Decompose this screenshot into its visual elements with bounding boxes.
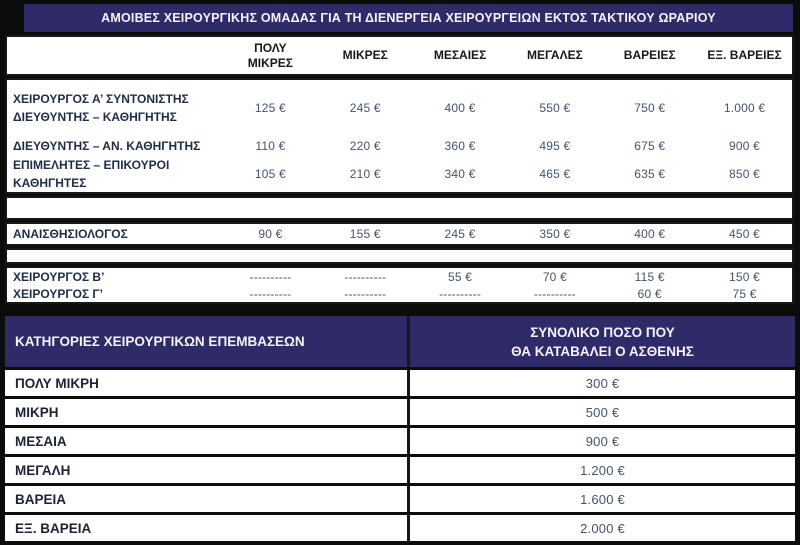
totals-header-amount xyxy=(410,316,795,367)
category-label: ΠΟΛΥ ΜΙΚΡΗ xyxy=(5,370,410,396)
amount-value: 900 € xyxy=(585,433,620,449)
column-header-label: ΒΑΡΕΙΕΣ xyxy=(623,48,676,62)
fee-value: 115 € xyxy=(634,269,665,284)
row-label: ΧΕΙΡΟΥΡΓΟΣ Γ’ xyxy=(13,286,103,301)
fee-value: 350 € xyxy=(539,227,571,241)
fee-value: 400 € xyxy=(444,100,476,115)
row-label: ΧΕΙΡΟΥΡΓΟΣ Β’ xyxy=(13,269,105,284)
fees-surgeon-a-block xyxy=(5,78,794,194)
table-row xyxy=(7,224,792,244)
amount-value: 500 € xyxy=(585,404,620,420)
fee-value: ---------- xyxy=(344,269,387,284)
fee-value: ---------- xyxy=(249,269,292,284)
fee-value: 750 € xyxy=(634,100,666,115)
fee-value: 110 € xyxy=(255,138,286,153)
category-label: ΜΙΚΡΗ xyxy=(5,399,410,425)
table-row xyxy=(5,370,795,396)
table-row xyxy=(5,428,795,454)
table-row xyxy=(7,156,792,193)
column-header-label: ΜΕΓΑΛΕΣ xyxy=(527,48,583,62)
fee-value: 495 € xyxy=(539,138,571,153)
category-label: ΜΕΣΑΙΑ xyxy=(5,428,410,454)
column-header-label: ΜΙΚΡΕΣ xyxy=(342,48,388,62)
fee-value: 150 € xyxy=(729,269,761,284)
table-row xyxy=(5,486,795,512)
fee-value: 90 € xyxy=(258,227,283,241)
fee-value: 400 € xyxy=(634,227,666,241)
fee-value: 245 € xyxy=(444,227,476,241)
fees-anesthesiologist-block xyxy=(5,222,794,246)
table-row xyxy=(7,80,792,136)
fee-value: 55 € xyxy=(447,269,473,284)
totals-header-amount-line1: ΣΥΝΟΛΙΚΟ ΠΟΣΟ ΠΟΥ xyxy=(530,324,675,340)
row-label: ΑΝΑΙΣΘΗΣΙΟΛΟΓΟΣ xyxy=(13,227,128,241)
column-header-bareies xyxy=(602,48,697,63)
column-header-megales xyxy=(507,48,602,63)
fees-table-header-row xyxy=(5,35,794,76)
fees-surgeons-bc-block xyxy=(5,266,794,304)
fee-value: ---------- xyxy=(344,286,387,301)
amount-value: 300 € xyxy=(585,375,620,391)
totals-table xyxy=(0,304,800,545)
fee-value: ---------- xyxy=(439,286,482,301)
fee-value: 450 € xyxy=(729,227,761,241)
totals-header-amount-line2: ΘΑ ΚΑΤΑΒΑΛΕΙ Ο ΑΣΘΕΝΗΣ xyxy=(511,343,694,359)
category-label: ΒΑΡΕΙΑ xyxy=(5,486,410,512)
fee-value: ---------- xyxy=(249,286,292,301)
empty-spacer-row xyxy=(5,248,794,264)
fee-value: 360 € xyxy=(444,138,476,153)
fee-value: 245 € xyxy=(349,100,381,115)
fee-value: 900 € xyxy=(729,138,761,153)
fee-value: 340 € xyxy=(444,167,476,181)
fee-value: 125 € xyxy=(254,100,286,115)
table-row xyxy=(5,457,795,483)
column-header-mikres xyxy=(318,48,413,63)
row-label: ΔΙΕΥΘΥΝΤΗΣ – ΑΝ. ΚΑΘΗΓΗΤΗΣ xyxy=(13,138,201,153)
fee-value: 155 € xyxy=(349,227,381,241)
fee-value: 850 € xyxy=(729,167,761,181)
fee-value: 675 € xyxy=(634,138,666,153)
column-header-ex-bareies xyxy=(697,48,792,63)
row-label: ΕΠΙΜΕΛΗΤΕΣ – ΕΠΙΚΟΥΡΟΙ ΚΑΘΗΓΗΤΕΣ xyxy=(13,158,170,190)
fee-value: 60 € xyxy=(637,286,662,301)
amount-value: 1.200 € xyxy=(580,462,625,478)
fee-value: ---------- xyxy=(533,286,576,301)
table-row xyxy=(7,136,792,156)
row-label: ΧΕΙΡΟΥΡΓΟΣ Α’ ΣΥΝΤΟΝΙΣΤΗΣ ΔΙΕΥΘΥΝΤΗΣ – ΚΑΘΗΓΗΤΗΣ xyxy=(13,91,189,124)
column-header-label: ΕΞ. ΒΑΡΕΙΕΣ xyxy=(707,48,782,62)
totals-header-categories: ΚΑΤΗΓΟΡΙΕΣ ΧΕΙΡΟΥΡΓΙΚΩΝ ΕΠΕΜΒΑΣΕΩΝ xyxy=(5,316,410,367)
fees-table-title: ΑΜΟΙΒΕΣ ΧΕΙΡΟΥΡΓΙΚΗΣ ΟΜΑΔΑΣ ΓΙΑ ΤΗ ΔΙΕΝΕΡΓΕΙΑ ΧΕΙΡΟΥΡΓΕΙΩΝ ΕΚΤΟΣ ΤΑΚΤΙΚΟΥ ΩΡΑΡΙΟΥ xyxy=(24,4,793,32)
column-header-poly-mikres xyxy=(223,41,318,71)
table-row xyxy=(5,399,795,425)
amount-value: 2.000 € xyxy=(580,520,625,536)
fee-value: 1.000 € xyxy=(723,100,766,115)
column-header-mesaies xyxy=(413,48,508,63)
fee-value: 465 € xyxy=(539,167,571,181)
fee-value: 220 € xyxy=(349,138,381,153)
table-row xyxy=(5,515,795,541)
fee-value: 550 € xyxy=(539,100,571,115)
fee-value: 70 € xyxy=(542,269,567,284)
column-header-label: ΠΟΛΥ ΜΙΚΡΕΣ xyxy=(247,40,294,70)
empty-spacer-row xyxy=(5,196,794,220)
fee-value: 105 € xyxy=(254,167,286,181)
totals-header-row xyxy=(5,316,795,367)
fee-value: 210 € xyxy=(349,167,381,181)
fee-value: 75 € xyxy=(732,286,757,301)
table-row xyxy=(7,285,792,302)
table-row xyxy=(7,268,792,285)
amount-value: 1.600 € xyxy=(580,491,625,507)
category-label: ΜΕΓΑΛΗ xyxy=(5,457,410,483)
column-header-label: ΜΕΣΑΙΕΣ xyxy=(433,48,487,62)
category-label: ΕΞ. ΒΑΡΕΙΑ xyxy=(5,515,410,541)
fee-value: 635 € xyxy=(634,167,666,181)
